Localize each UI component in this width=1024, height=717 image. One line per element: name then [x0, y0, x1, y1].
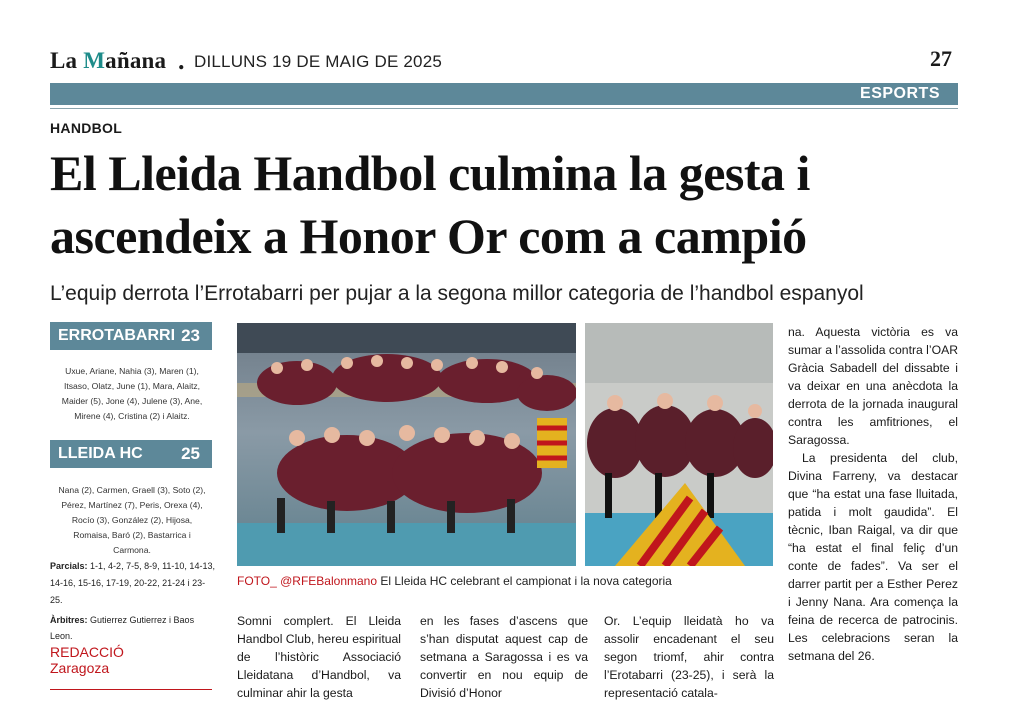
- byline-rule: [50, 689, 212, 690]
- masthead-dot: .: [178, 46, 185, 75]
- page-number: 27: [930, 46, 952, 71]
- byline: [50, 644, 124, 676]
- flag-celebration-photo: [585, 323, 773, 566]
- body-column-1: Somni complert. El Lleida Handbol Club, hereu espiritual de l’històric Associació Lleidatana d’Handbol, va culminar ahir la gesta: [237, 614, 401, 700]
- section-bar: [50, 83, 958, 105]
- section-divider: [50, 108, 958, 109]
- team-score: 25: [181, 444, 200, 463]
- flag-celebration-photo-image: [585, 323, 773, 566]
- referees-value: Gutierrez Gutierrez i Baos Leon.: [50, 615, 195, 641]
- masthead-logo: [50, 48, 166, 74]
- headline: El Lleida Handbol culmina la gesta i ascendeix a Honor Or com a campió: [50, 145, 810, 264]
- team-celebration-photo-image: [237, 323, 576, 566]
- masthead-accent-letter: M: [83, 48, 106, 73]
- body-paragraph: La presidenta del club, Divina Farreny, va destacar que “ha estat una fase lluitada, patida i molt gaudida”. El tècnic, Iban Raigal, va dir que “ha estat el final feliç d’un conte de fades”. Va ser el darrer partit per a Esther Perez i Jenny Nana. Ara comença la feina de recerca de patrocinis. Les celebracions seran la setmana del 26.: [788, 451, 958, 663]
- photo-caption: [237, 574, 672, 588]
- referees: [50, 612, 215, 644]
- body-paragraph: na. Aquesta victòria es va sumar a l’assolida contra l’OAR Gràcia Sabadell del dissabte i va deixar en una anècdota la derrota de la jornada inaugural contra les amfitriones, el Saragossa.: [788, 325, 959, 447]
- photo-credit: FOTO_ @RFEBalonmano: [237, 574, 378, 588]
- team-celebration-photo: [237, 323, 576, 566]
- body-column-3: Or. L’equip lleidatà ho va assolir encadenant el seu segon triomf, ahir contra l’Erotabarri (23-25), i serà la representació catala-: [604, 614, 774, 700]
- subheadline: L’equip derrota l’Errotabarri per pujar a la segona millor categoria de l’handbol espanyol: [50, 282, 864, 305]
- team-roster: Uxue, Ariane, Nahia (3), Maren (1), Itsaso, Olatz, June (1), Mara, Alaitz, Maider (5), Jone (4), Julene (3), Ane, Mirene (4), Cristina (2) i Alaitz.: [61, 366, 203, 421]
- body-column-4: [788, 323, 958, 665]
- partial-scores: [50, 558, 215, 609]
- masthead-text-end: añana: [105, 48, 167, 73]
- section-label: ESPORTS: [860, 85, 940, 102]
- body-column-2: en les fases d’ascens que s’han disputat aquest cap de setmana a Saragossa i es va convertir en nou equip de Divisió d’Honor: [420, 614, 588, 700]
- team-bar-lleida: [50, 440, 212, 468]
- byline-author: REDACCIÓ: [50, 644, 124, 660]
- team-roster: Nana (2), Carmen, Graell (3), Soto (2), Pérez, Martínez (7), Peris, Orexa (4), Rocío (3), González (2), Hijosa, Romaisa, Baró (2), Bastarrica i Carmona.: [58, 485, 206, 555]
- team-bar-errotabarri: [50, 322, 212, 350]
- team-name: LLEIDA HC: [58, 445, 143, 462]
- referees-label: Àrbitres:: [50, 615, 88, 625]
- team-score: 23: [181, 326, 200, 345]
- kicker: HANDBOL: [50, 120, 123, 136]
- dateline: DILLUNS 19 DE MAIG DE 2025: [194, 52, 443, 71]
- partials-value: 1-1, 4-2, 7-5, 8-9, 11-10, 14-13, 14-16, 15-16, 17-19, 20-22, 21-24 i 23-25.: [50, 561, 215, 605]
- partials-label: Parcials:: [50, 561, 88, 571]
- team-name: ERROTABARRI: [58, 327, 176, 344]
- byline-place: Zaragoza: [50, 660, 110, 676]
- caption-text: El Lleida HC celebrant el campionat i la nova categoria: [377, 574, 672, 588]
- masthead-text: La: [50, 48, 84, 73]
